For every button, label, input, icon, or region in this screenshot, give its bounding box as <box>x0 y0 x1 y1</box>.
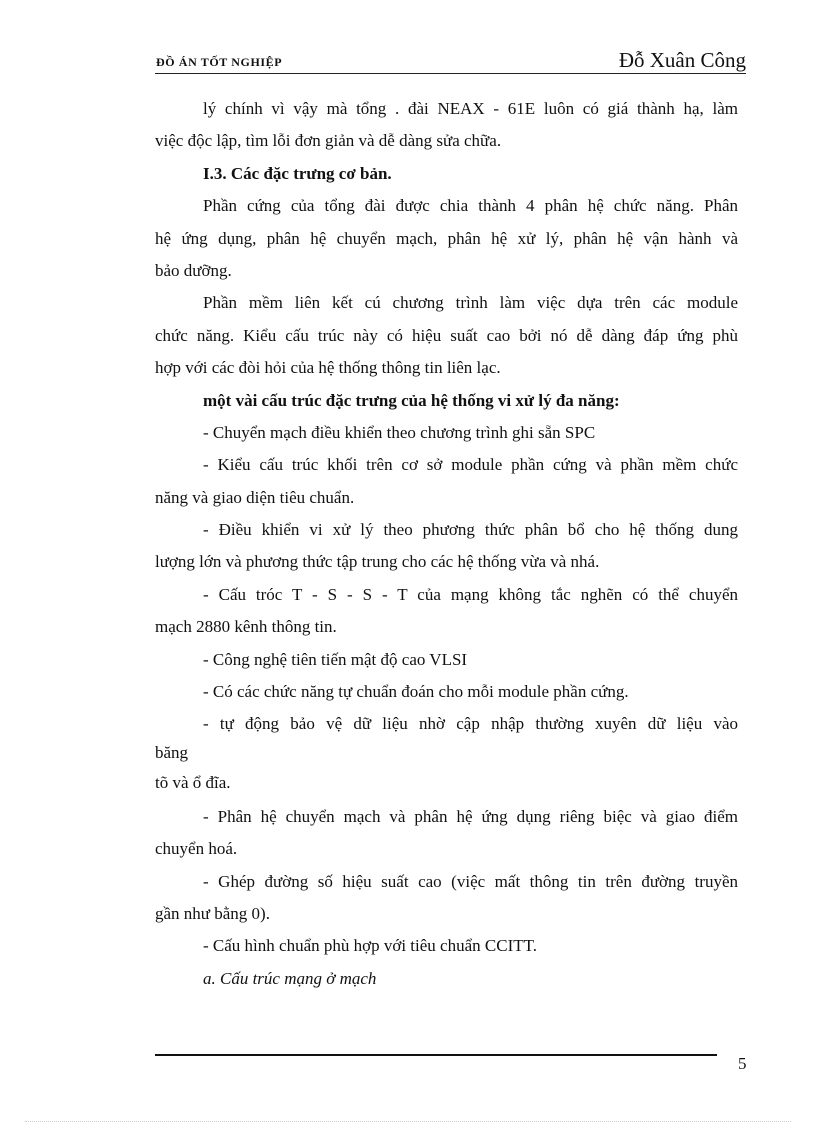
subsection-heading-italic: a. Cấu trúc mạng ở mạch <box>203 968 377 988</box>
document-header-author: Đỗ Xuân Công <box>618 48 746 72</box>
list-item: - Ghép đường số hiệu suất cao (việc mất thông tin trên đường truyền <box>203 871 738 891</box>
paragraph-line: chức năng. Kiểu cấu trúc này có hiệu suất cao bởi nó dễ dàng đáp ứng phù <box>155 325 738 345</box>
list-item-continuation: lượng lớn và phương thức tập trung cho các hệ thống vừa và nhá. <box>155 552 600 572</box>
paragraph-line: Phần cứng của tổng đài được chia thành 4 phân hệ chức năng. Phân <box>203 196 738 216</box>
paragraph-line: việc độc lập, tìm lỗi đơn giản và dễ dàng sửa chữa. <box>155 131 502 151</box>
list-item: - Có các chức năng tự chuẩn đoán cho mỗi module phần cứng. <box>203 682 629 702</box>
page-bottom-border <box>25 1121 791 1122</box>
paragraph-line: Phần mềm liên kết cú chương trình làm việc dựa trên các module <box>203 293 738 313</box>
subsection-heading: một vài cấu trúc đặc trưng của hệ thống vi xử lý đa năng: <box>203 390 620 410</box>
paragraph-line: bảo dưỡng. <box>155 260 232 280</box>
paragraph-line: lý chính vì vậy mà tổng . đài NEAX - 61E luôn có giá thành hạ, làm <box>203 99 738 118</box>
list-item: - Phân hệ chuyển mạch và phân hệ ứng dụng riêng biệc và giao điểm <box>203 806 738 826</box>
list-item: - Chuyển mạch điều khiển theo chương trình ghi sẵn SPC <box>203 422 596 442</box>
list-item: - Cấu tróc T - S - S - T của mạng không tắc nghẽn có thể chuyển <box>203 584 738 604</box>
paragraph-line: hệ ứng dụng, phân hệ chuyển mạch, phân hệ xử lý, phân hệ vận hành và <box>155 228 738 248</box>
page-body <box>155 93 738 995</box>
list-item: - Công nghệ tiên tiến mật độ cao VLSI <box>203 649 468 669</box>
footer-divider <box>155 1054 717 1056</box>
header-divider <box>155 73 746 74</box>
list-item-continuation: năng và giao diện tiêu chuẩn. <box>155 487 355 507</box>
list-item-continuation: băng <box>155 742 189 762</box>
section-heading: I.3. Các đặc trưng cơ bản. <box>203 163 392 183</box>
paragraph-line: hợp với các đòi hỏi của hệ thống thông tin liên lạc. <box>155 358 501 378</box>
list-item-continuation: tõ và ổ đĩa. <box>155 772 231 792</box>
list-item-continuation: chuyển hoá. <box>155 839 238 859</box>
list-item-continuation: mạch 2880 kênh thông tin. <box>155 617 337 637</box>
list-item: - Cấu hình chuẩn phù hợp với tiêu chuẩn CCITT. <box>203 936 537 956</box>
document-header-title: ĐỒ ÁN TỐT NGHIỆP <box>156 55 283 69</box>
list-item: - tự động bảo vệ dữ liệu nhờ cập nhập thường xuyên dữ liệu vào <box>203 714 738 734</box>
list-item: - Điều khiển vi xử lý theo phương thức phân bổ cho hệ thống dung <box>203 520 738 540</box>
list-item-continuation: gần như bằng 0). <box>155 903 270 923</box>
page-number: 5 <box>738 1054 747 1073</box>
list-item: - Kiểu cấu trúc khối trên cơ sở module phần cứng và phần mềm chức <box>203 455 738 475</box>
